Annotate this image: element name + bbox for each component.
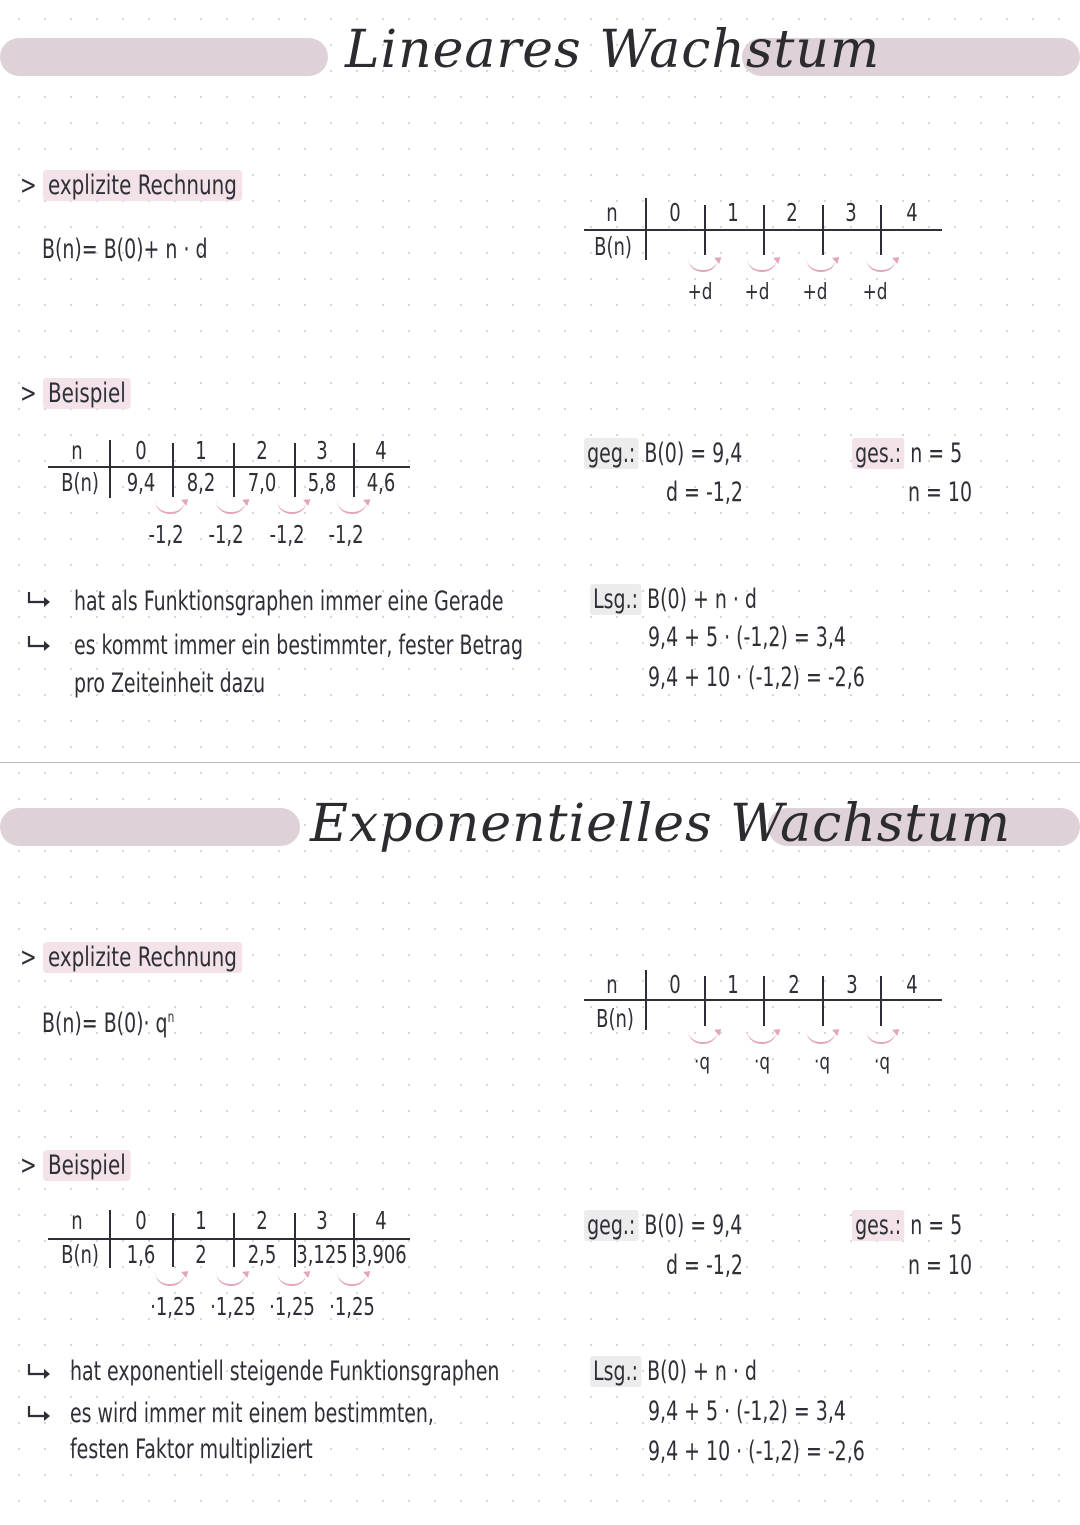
exponential-given-d: d = -1,2 bbox=[666, 1250, 743, 1281]
exponential-given: geg.: B(0) = 9,4 bbox=[584, 1210, 742, 1241]
arrow-icon bbox=[155, 500, 185, 514]
exponential-sought: ges.: n = 5 bbox=[852, 1210, 962, 1241]
arrow-icon bbox=[337, 1272, 367, 1286]
exponential-explicit-label: > explizite Rechnung bbox=[20, 942, 242, 973]
exponential-title: Exponentielles Wachstum bbox=[310, 794, 1012, 854]
schema-bn: B(n) bbox=[594, 232, 632, 261]
linear-solution-line3: 9,4 + 10 · (-1,2) = -2,6 bbox=[648, 662, 865, 693]
linear-solution: Lsg.: B(0) + n · d bbox=[590, 584, 757, 615]
exponential-example-label: > Beispiel bbox=[20, 1150, 131, 1181]
curved-arrow-icon bbox=[26, 1404, 54, 1424]
linear-given: geg.: B(0) = 9,4 bbox=[584, 438, 742, 469]
schema-n: n bbox=[606, 198, 618, 227]
arrow-icon bbox=[866, 258, 896, 272]
arrow-icon bbox=[277, 500, 307, 514]
linear-solution-line2: 9,4 + 5 · (-1,2) = 3,4 bbox=[648, 622, 846, 653]
linear-sought-n2: n = 10 bbox=[908, 477, 973, 508]
arrow-icon bbox=[688, 1030, 718, 1044]
linear-explicit-label: > explizite Rechnung bbox=[20, 170, 242, 201]
arrow-icon bbox=[747, 258, 777, 272]
arrow-icon bbox=[866, 1030, 896, 1044]
chevron-right-icon: > bbox=[20, 170, 44, 201]
linear-example-label: > Beispiel bbox=[20, 378, 131, 409]
chevron-right-icon: > bbox=[20, 1150, 44, 1181]
curved-arrow-icon bbox=[26, 590, 54, 610]
arrow-icon bbox=[216, 500, 246, 514]
arrow-icon bbox=[747, 1030, 777, 1044]
exponential-solution-line3: 9,4 + 10 · (-1,2) = -2,6 bbox=[648, 1436, 865, 1467]
exponential-solution: Lsg.: B(0) + n · d bbox=[590, 1356, 757, 1387]
arrow-icon bbox=[277, 1272, 307, 1286]
linear-formula: B(n)= B(0)+ n · d bbox=[42, 234, 208, 265]
exponential-sought-n2: n = 10 bbox=[908, 1250, 973, 1281]
curved-arrow-icon bbox=[26, 1362, 54, 1382]
arrow-icon bbox=[155, 1272, 185, 1286]
arrow-icon bbox=[337, 500, 367, 514]
arrow-icon bbox=[806, 258, 836, 272]
linear-sought: ges.: n = 5 bbox=[852, 438, 962, 469]
exponential-solution-line2: 9,4 + 5 · (-1,2) = 3,4 bbox=[648, 1396, 846, 1427]
linear-title: Lineares Wachstum bbox=[345, 20, 881, 80]
title-bar-left bbox=[0, 38, 328, 76]
title-bar-left bbox=[0, 808, 300, 846]
linear-given-d: d = -1,2 bbox=[666, 477, 743, 508]
arrow-icon bbox=[806, 1030, 836, 1044]
chevron-right-icon: > bbox=[20, 378, 44, 409]
section-divider bbox=[0, 762, 1080, 763]
arrow-icon bbox=[688, 258, 718, 272]
chevron-right-icon: > bbox=[20, 942, 44, 973]
exponential-formula: $B(n)= B(0)\cdot q^n$ bbox=[42, 1008, 175, 1039]
curved-arrow-icon bbox=[26, 634, 54, 654]
arrow-icon bbox=[216, 1272, 246, 1286]
